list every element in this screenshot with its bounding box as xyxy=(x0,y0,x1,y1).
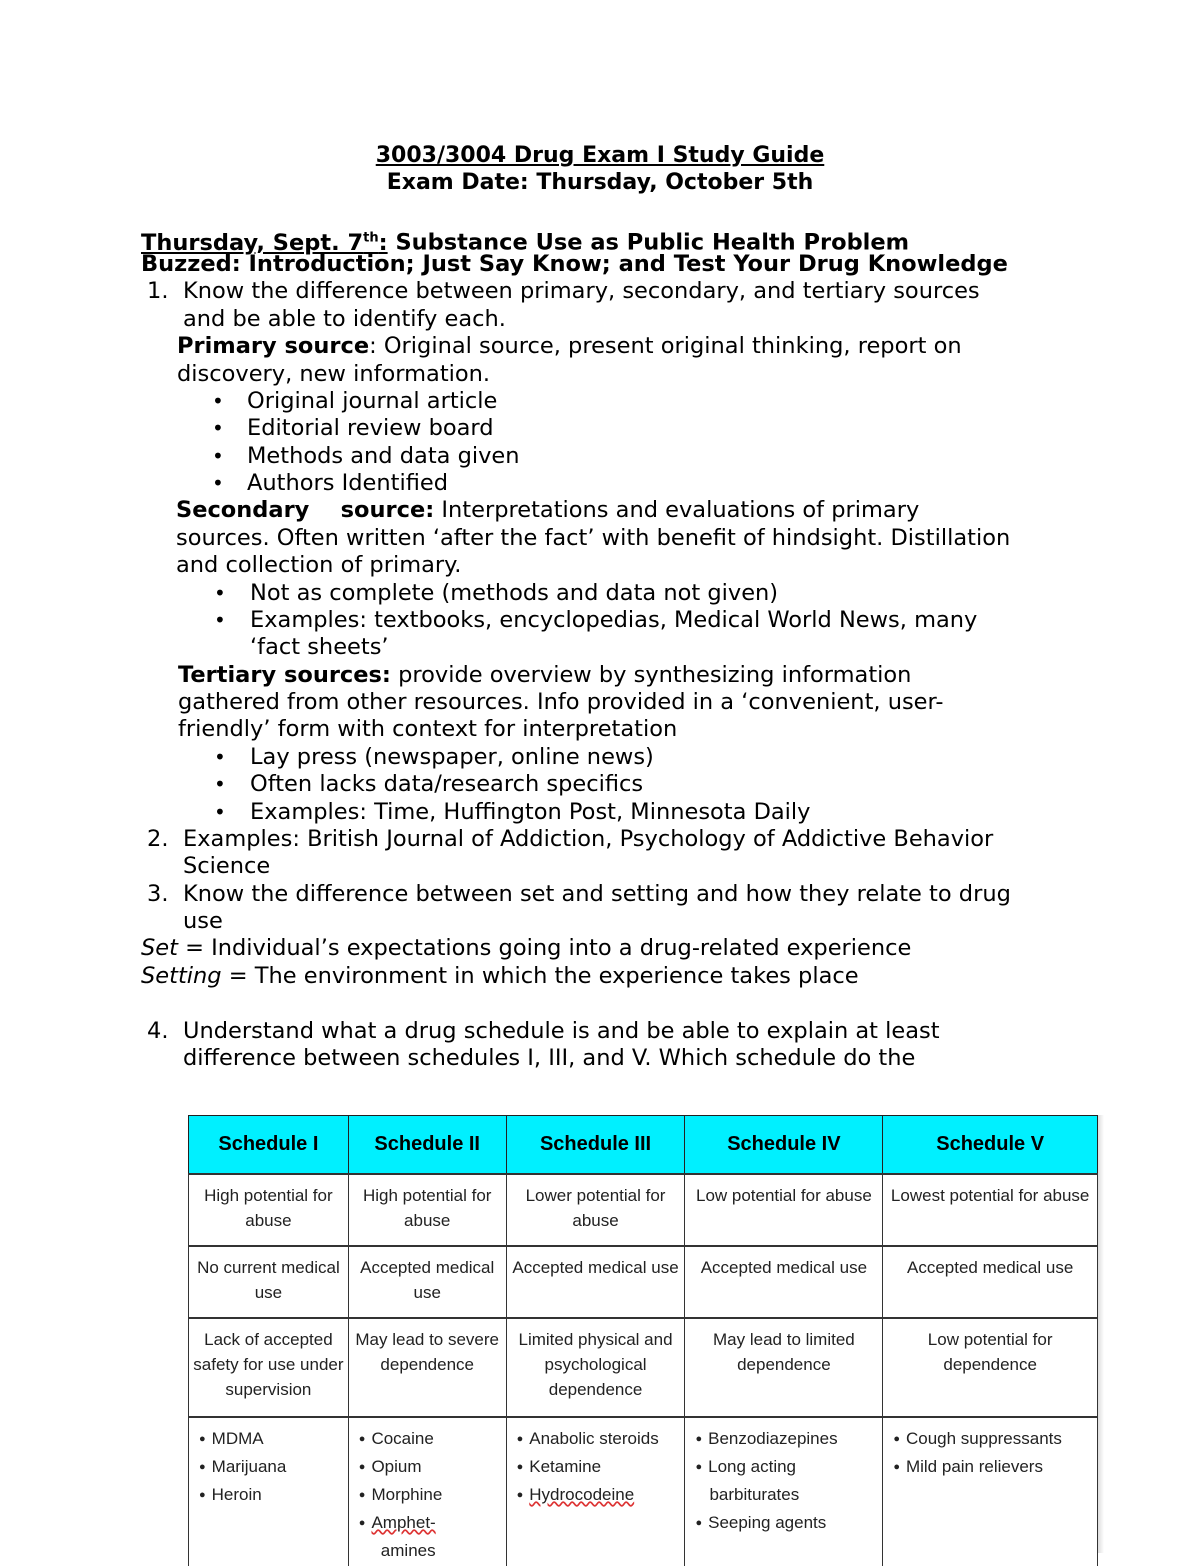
bullet-icon: • xyxy=(212,471,224,495)
table-row-examples xyxy=(189,1417,1098,1566)
table-cell: Lack of accepted safety for use under supervision xyxy=(189,1318,349,1417)
header-schedule-2: Schedule II xyxy=(348,1116,506,1175)
examples-list xyxy=(695,1426,878,1538)
question-3-line-2: use xyxy=(183,908,223,934)
list-item: ● Benzodiazepines xyxy=(695,1426,878,1454)
question-2-line-1: Examples: British Journal of Addiction, Psychology of Addictive Behavior xyxy=(183,826,994,852)
tertiary-bullet-2: Often lacks data/research specifics xyxy=(250,771,644,797)
table-cell: Accepted medical use xyxy=(348,1246,506,1318)
list-item: ● Anabolic steroids xyxy=(517,1426,681,1454)
bullet-icon: • xyxy=(214,608,226,632)
table-cell: May lead to limited dependence xyxy=(685,1318,883,1417)
list-item: ● Seeping agents xyxy=(695,1510,878,1538)
list-item: ● Morphine xyxy=(359,1482,502,1510)
list-item: ● Marijuana xyxy=(199,1454,344,1482)
header-schedule-5: Schedule V xyxy=(883,1116,1098,1175)
table-row-dependence xyxy=(189,1318,1098,1417)
reading-assignment: Buzzed: Introduction; Just Say Know; and Test Your Drug Knowledge xyxy=(141,251,1008,277)
table-cell: Accepted medical use xyxy=(506,1246,685,1318)
list-item: ● Mild pain relievers xyxy=(893,1454,1093,1482)
secondary-term: Secondary source: xyxy=(176,497,435,523)
tertiary-definition-3: friendly’ form with context for interpretation xyxy=(178,716,678,742)
table-cell: May lead to severe dependence xyxy=(348,1318,506,1417)
image-edge-shadow xyxy=(1098,1115,1104,1553)
table-header-row xyxy=(189,1116,1098,1175)
examples-list xyxy=(359,1426,502,1566)
question-2-line-2: Science xyxy=(183,853,271,879)
document-title: 3003/3004 Drug Exam I Study Guide xyxy=(375,143,825,168)
table-cell: Low potential for abuse xyxy=(685,1174,883,1246)
set-definition: Set = Individual’s expectations going into a drug-related experience xyxy=(141,935,912,961)
setting-term: Setting xyxy=(141,963,222,989)
setting-definition: Setting = The environment in which the experience takes place xyxy=(141,963,859,989)
list-item: ● Heroin xyxy=(199,1482,344,1510)
secondary-definition-2: sources. Often written ‘after the fact’ with benefit of hindsight. Distillation xyxy=(176,525,1011,551)
table-cell xyxy=(189,1417,349,1566)
question-1-line-1: Know the difference between primary, secondary, and tertiary sources xyxy=(183,278,980,304)
list-item: ● Cocaine xyxy=(359,1426,502,1454)
bullet-icon: • xyxy=(214,800,226,824)
set-term: Set xyxy=(141,935,178,961)
table-cell: Limited physical and psychological dependence xyxy=(506,1318,685,1417)
table-cell: Lower potential for abuse xyxy=(506,1174,685,1246)
item-number-1: 1. xyxy=(147,278,169,304)
list-item: ● Opium xyxy=(359,1454,502,1482)
list-item: amines xyxy=(380,1541,436,1560)
table-cell: Accepted medical use xyxy=(685,1246,883,1318)
bullet-icon: • xyxy=(214,772,226,796)
header-schedule-1: Schedule I xyxy=(189,1116,349,1175)
bullet-icon: • xyxy=(214,581,226,605)
list-item: ● MDMA xyxy=(199,1426,344,1454)
tertiary-term: Tertiary sources: xyxy=(178,662,391,688)
item-number-2: 2. xyxy=(147,826,169,852)
tertiary-bullet-3: Examples: Time, Huffington Post, Minnesota Daily xyxy=(250,799,811,825)
table-cell xyxy=(685,1417,883,1566)
bullet-icon: • xyxy=(212,389,224,413)
table-cell xyxy=(883,1417,1098,1566)
secondary-definition: Secondary source: Interpretations and evaluations of primary xyxy=(176,497,920,523)
examples-list xyxy=(517,1426,681,1510)
question-3-line-1: Know the difference between set and setting and how they relate to drug xyxy=(183,881,1011,907)
drug-schedule-table xyxy=(188,1115,1098,1566)
list-item: ● Amphet- xyxy=(359,1510,502,1538)
question-1-line-2: and be able to identify each. xyxy=(183,306,506,332)
bullet-icon: • xyxy=(214,745,226,769)
examples-list xyxy=(199,1426,344,1510)
question-4-line-1: Understand what a drug schedule is and be able to explain at least xyxy=(183,1018,940,1044)
primary-definition-2: discovery, new information. xyxy=(177,361,491,387)
tertiary-definition-2: gathered from other resources. Info provided in a ‘convenient, user- xyxy=(178,689,944,715)
primary-bullet-1: Original journal article xyxy=(247,388,498,414)
table-cell: No current medical use xyxy=(189,1246,349,1318)
secondary-bullet-2-cont: ‘fact sheets’ xyxy=(250,634,389,660)
primary-bullet-2: Editorial review board xyxy=(247,415,494,441)
item-number-4: 4. xyxy=(147,1018,169,1044)
header-schedule-4: Schedule IV xyxy=(685,1116,883,1175)
table-cell: Accepted medical use xyxy=(883,1246,1098,1318)
primary-definition: Primary source: Original source, present original thinking, report on xyxy=(177,333,962,359)
section-date: Thursday, Sept. 7th: xyxy=(141,229,388,256)
list-item: ● Cough suppressants xyxy=(893,1426,1093,1454)
list-item: barbiturates xyxy=(709,1485,800,1504)
header-schedule-3: Schedule III xyxy=(506,1116,685,1175)
table-row-medical-use xyxy=(189,1246,1098,1318)
table-cell xyxy=(506,1417,685,1566)
table-cell: High potential for abuse xyxy=(348,1174,506,1246)
list-item: ● Hydrocodeine xyxy=(517,1482,681,1510)
table-cell xyxy=(348,1417,506,1566)
secondary-definition-3: and collection of primary. xyxy=(176,552,462,578)
secondary-bullet-2: Examples: textbooks, encyclopedias, Medical World News, many xyxy=(250,607,978,633)
list-item: ● Ketamine xyxy=(517,1454,681,1482)
section-topic: Substance Use as Public Health Problem xyxy=(387,229,910,256)
tertiary-definition: Tertiary sources: provide overview by synthesizing information xyxy=(178,662,912,688)
list-item: ● Long acting xyxy=(695,1454,878,1482)
exam-date: Exam Date: Thursday, October 5th xyxy=(386,170,814,195)
primary-bullet-4: Authors Identified xyxy=(247,470,449,496)
tertiary-bullet-1: Lay press (newspaper, online news) xyxy=(250,744,654,770)
table-cell: Low potential for dependence xyxy=(883,1318,1098,1417)
question-4-line-2: difference between schedules I, III, and V. Which schedule do the xyxy=(183,1045,916,1071)
secondary-bullet-1: Not as complete (methods and data not given) xyxy=(250,580,779,606)
item-number-3: 3. xyxy=(147,881,169,907)
examples-list xyxy=(893,1426,1093,1482)
table-cell: Lowest potential for abuse xyxy=(883,1174,1098,1246)
primary-term: Primary source xyxy=(177,333,370,359)
bullet-icon: • xyxy=(212,416,224,440)
primary-bullet-3: Methods and data given xyxy=(247,443,520,469)
bullet-icon: • xyxy=(212,444,224,468)
table-cell: High potential for abuse xyxy=(189,1174,349,1246)
table-row-abuse xyxy=(189,1174,1098,1246)
